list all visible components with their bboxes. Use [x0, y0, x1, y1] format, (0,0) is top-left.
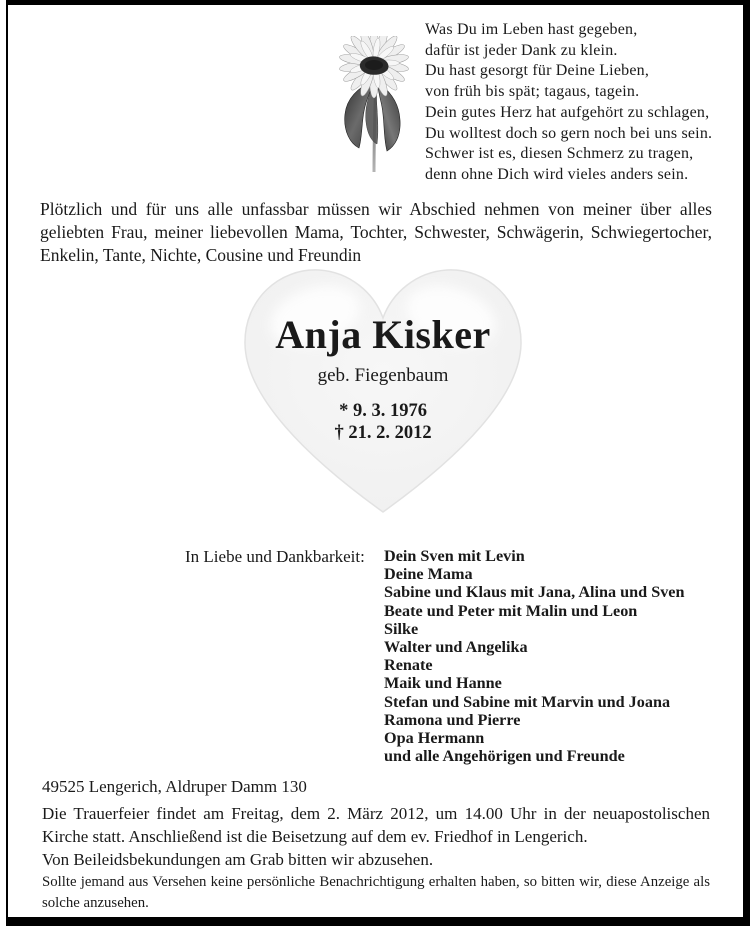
mourner-entry: Maik und Hanne — [384, 674, 502, 693]
tribute-label: In Liebe und Dankbarkeit: — [185, 547, 365, 566]
deceased-name: Anja Kisker — [275, 312, 491, 357]
funeral-info: Die Trauerfeier findet am Freitag, dem 2. März 2012, um 14.00 Uhr in der neuapostolischen Kirche statt. Anschließend ist die Beisetzung auf dem ev. Friedhof in Lengerich. — [42, 804, 710, 846]
death-date: † 21. 2. 2012 — [334, 423, 432, 443]
mourner-entry: Walter und Angelika — [384, 638, 528, 657]
maiden-name: geb. Fiegenbaum — [317, 365, 449, 386]
condolence-line: Von Beileidsbekundungen am Grab bitten wir abzusehen. — [42, 850, 434, 869]
memorial-heart — [237, 260, 529, 522]
poem-line: Was Du im Leben hast gegeben, — [425, 21, 638, 38]
poem-line: Dein gutes Herz hat aufgehört zu schlagen, — [425, 103, 710, 121]
mourner-entry: Ramona und Pierre — [384, 710, 521, 729]
poem-line: Schwer ist es, diesen Schmerz zu tragen, — [425, 145, 694, 163]
mourners-list — [384, 547, 714, 765]
mourner-entry: Sabine und Klaus mit Jana, Alina und Sven — [384, 583, 685, 602]
birth-date: * 9. 3. 1976 — [339, 401, 427, 421]
mourner-entry: Beate und Peter mit Malin und Leon — [384, 601, 638, 620]
final-note: Sollte jemand aus Versehen keine persönliche Benachrichtigung erhalten haben, so bitten wir, diese Anzeige als solche anzusehen. — [42, 874, 710, 911]
poem-line: von früh bis spät; tagaus, tagein. — [425, 83, 640, 101]
intro-paragraph: Plötzlich und für uns alle unfassbar müssen wir Abschied nehmen von meiner über alles geliebten Frau, meiner liebevollen Mama, Tochter, Schwester, Schwägerin, Schwiegertocher, Enkelin, Tante, Nichte, Cousine und Freundin — [40, 199, 712, 265]
sunflower-icon — [333, 36, 415, 174]
mourner-entry: Dein Sven mit Levin — [384, 547, 525, 565]
mourner-entry: Stefan und Sabine mit Marvin und Joana — [384, 692, 671, 711]
mourner-entry: Opa Hermann — [384, 729, 485, 748]
mourner-entry: Renate — [384, 656, 433, 675]
poem-line: dafür ist jeder Dank zu klein. — [425, 41, 618, 59]
mourner-entry: Deine Mama — [384, 565, 473, 584]
mourner-entry: und alle Angehörigen und Freunde — [384, 747, 625, 766]
poem-line: Du hast gesorgt für Deine Lieben, — [425, 62, 650, 80]
memorial-poem — [425, 20, 725, 186]
poem-line: denn ohne Dich wird vieles anders sein. — [425, 165, 689, 183]
poem-line: Du wolltest doch so gern noch bei uns sein. — [425, 124, 713, 142]
mourner-entry: Silke — [384, 619, 419, 638]
address-line: 49525 Lengerich, Aldruper Damm 130 — [42, 777, 307, 796]
deceased-info — [237, 260, 529, 522]
